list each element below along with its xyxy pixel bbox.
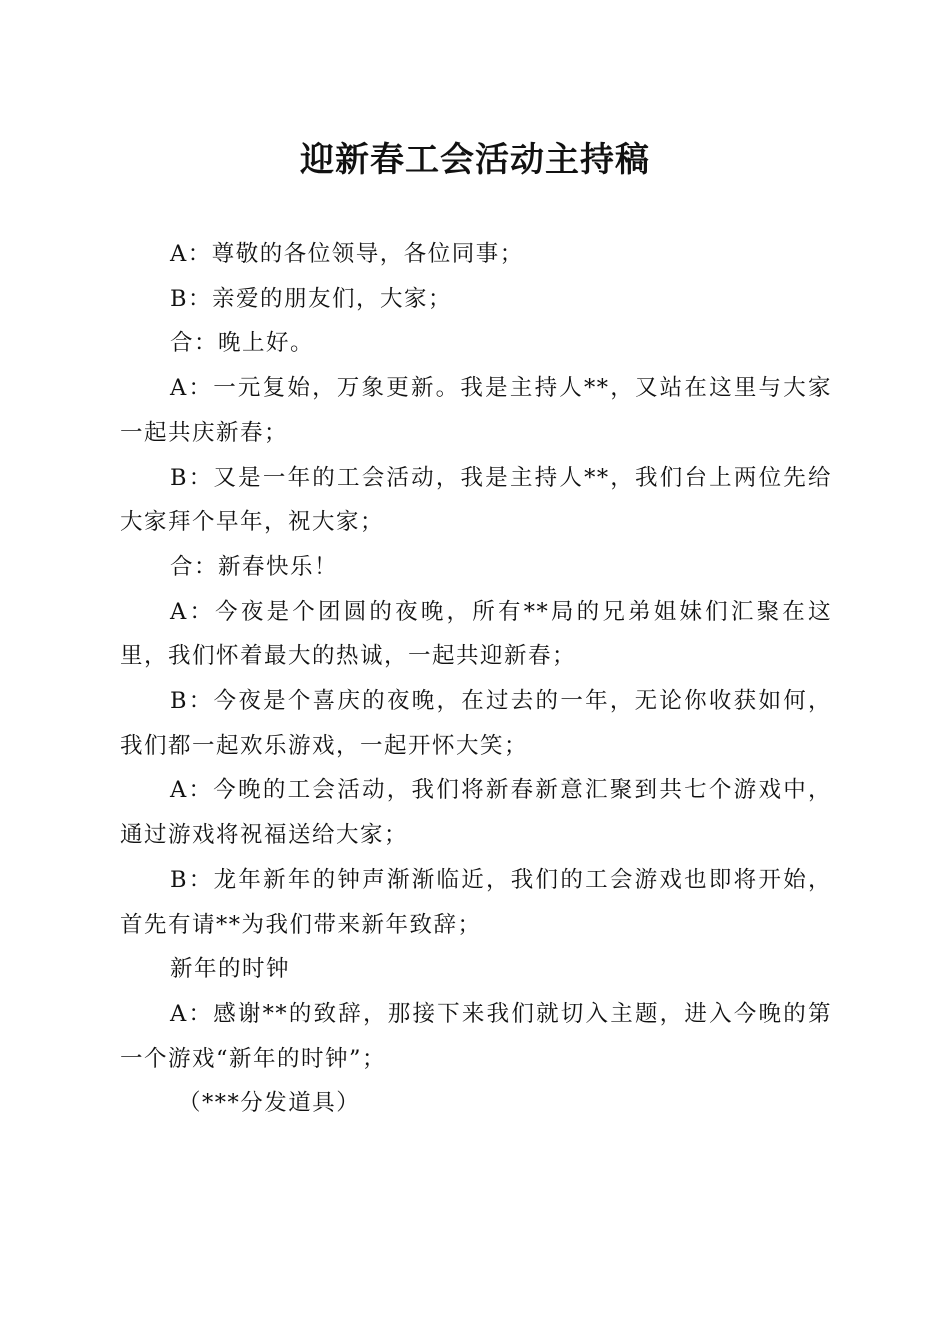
paragraph-greeting-a: A：尊敬的各位领导，各位同事； bbox=[170, 241, 524, 267]
paragraph-first-game: A：感谢**的致辞，那接下来我们就切入主题，进入今晚的第一个游戏“新年的时钟”； bbox=[120, 1000, 832, 1072]
paragraph-greeting-together: 合：晚上好。 bbox=[170, 330, 315, 357]
document-body bbox=[120, 232, 832, 1126]
paragraph-festive-night: B：今夜是个喜庆的夜晚，在过去的一年，无论你收获如何，我们都一起欢乐游戏，一起开怀大笑； bbox=[120, 688, 832, 759]
paragraph-reunion-night: A：今夜是个团圆的夜晚，所有**局的兄弟姐妹们汇聚在这里，我们怀着最大的热诚，一起共迎新春； bbox=[120, 598, 832, 670]
paragraph-greeting-b: B：亲爱的朋友们，大家； bbox=[170, 285, 453, 312]
paragraph-host-b-intro: B：又是一年的工会活动，我是主持人**，我们台上两位先给大家拜个早年，祝大家； bbox=[120, 464, 832, 536]
section-heading-new-year-clock: 新年的时钟 bbox=[170, 956, 291, 983]
paragraph-stage-direction: （***分发道具） bbox=[178, 1090, 361, 1117]
paragraph-opening-speech: B：龙年新年的钟声渐渐临近，我们的工会游戏也即将开始，首先有请**为我们带来新年致辞； bbox=[120, 866, 832, 938]
paragraph-new-year-wish: 合：新春快乐！ bbox=[170, 553, 339, 580]
paragraph-host-a-intro: A：一元复始，万象更新。我是主持人**，又站在这里与大家一起共庆新春； bbox=[120, 375, 832, 446]
document-title: 迎新春工会活动主持稿 bbox=[300, 140, 650, 180]
paragraph-seven-games: A：今晚的工会活动，我们将新春新意汇聚到共七个游戏中，通过游戏将祝福送给大家； bbox=[120, 777, 832, 849]
